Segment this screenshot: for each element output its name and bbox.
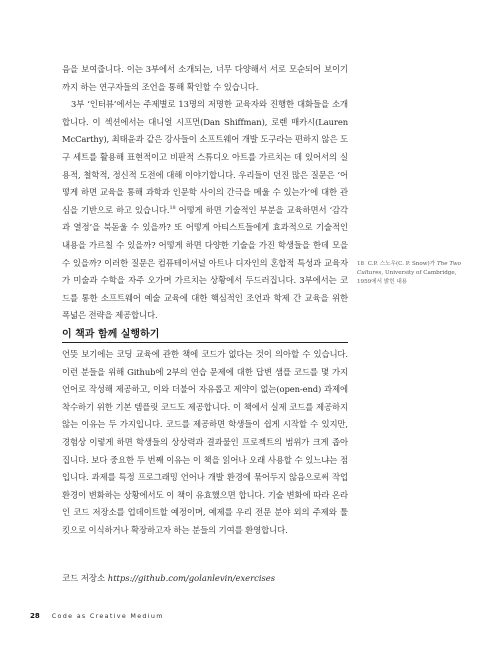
section-text [62, 346, 348, 540]
repository-link[interactable]: https://github.com/golanlevin/exercises [107, 573, 276, 583]
sidenote-publisher: , University of Cambridge, 1959에서 밝힌 내용 [357, 270, 457, 285]
page-number: 28 [30, 612, 40, 620]
sidenote [357, 260, 467, 287]
book-title: Code as Creative Medium [51, 612, 164, 620]
section-divider [62, 342, 348, 343]
repository-label: 코드 저장소 [62, 573, 106, 583]
paragraph-text: 3부 ‘인터뷰’에서는 주제별로 13명의 저명한 교육자와 진행한 대화들을 소개합니다. 이 섹션에서는 대니얼 시프먼(Dan Shiffman), 로렌 매카시(Lauren McCarthy), 최태윤과 같은 강사들이 소프트웨어 개발 도구라는 편하지 않은 도구 세트를 활용해 표현적이고 비판적 스튜디오 아트를 가르치는 데 있어서의 실용적, 철학적, 정신적 도전에 대해 이야기합니다. 우리들이 던진 많은 질문은 ‘어떻게 하면 교육을 통해 과학과 인문학 사이의 간극을 메울 수 있는가’에 대한 관심을 기반으로 하고 있습니다. [62, 99, 348, 215]
body-paragraph [62, 96, 348, 325]
section-paragraph: 언뜻 보기에는 코딩 교육에 관한 책에 코드가 없다는 것이 의아할 수 있습니다. 이런 분들을 위해 Github에 2부의 연습 문제에 대한 답변 샘플 코드를 몇 가지 언어로 작성해 제공하고, 이와 더불어 자유롭고 제약이 없는(open-end) 과제에 착수하기 위한 기본 템플릿 코드도 제공합니다. 이 책에서 실제 코드를 제공하지 않는 이유는 두 가지입니다. 코드를 제공하면 학생들이 쉽게 시작할 수 있지만, 경험상 이렇게 하면 학생들의 상상력과 결과물인 프로젝트의 범위가 크게 좁아집니다. 보다 중요한 두 번째 이유는 이 책을 읽어나 오래 사용할 수 있느냐는 점입니다. 과제를 특정 프로그래밍 언어나 개발 환경에 묶어두지 않음으로써 작업 환경이 변화하는 상황에서도 이 책이 유효했으면 합니다. 기술 변화에 따라 온라인 코드 저장소를 업데이트할 예정이며, 예제를 우리 전문 분야 외의 주제와 툴킷으로 이식하거나 확장하고자 하는 분들의 기여를 환영합니다. [62, 349, 348, 535]
footnote-reference: 18 [169, 204, 176, 211]
body-text [62, 61, 348, 325]
section-heading: 이 책과 함께 실행하기 [62, 329, 160, 340]
repository-line [62, 572, 275, 584]
page-footer [30, 612, 164, 620]
sidenote-number: 18 [357, 261, 365, 267]
paragraph-text: 어떻게 하면 기술적인 부분을 교육하면서 ‘감각과 열정’을 북돋울 수 있을까? 또 어떻게 아티스트들에게 효과적으로 기술적인 내용을 가르칠 수 있을까? 어떻게 하면 다양한 기술을 가진 학생들을 한데 모을 수 있을까? 이러한 질문은 컴퓨테이셔널 아트나 디자인의 혼합적 특성과 교육자가 미술과 수학을 자주 오가며 가르치는 상황에서 두드러집니다. 3부에서는 코드를 통한 소프트웨어 예술 교육에 대한 핵심적인 조언과 학제 간 교육을 위한 폭넓은 전략을 제공합니다. [62, 204, 348, 321]
sidenote-title: The Two Cultures [357, 261, 462, 276]
sidenote-author: C.P. 스노우(C. P. Snow)가 [367, 261, 436, 267]
body-paragraph: 음을 보여줍니다. 이는 3부에서 소개되는, 너무 다양해서 서로 모순되어 보이기까지 하는 연구자들의 조언을 통해 확인할 수 있습니다. [62, 64, 348, 92]
